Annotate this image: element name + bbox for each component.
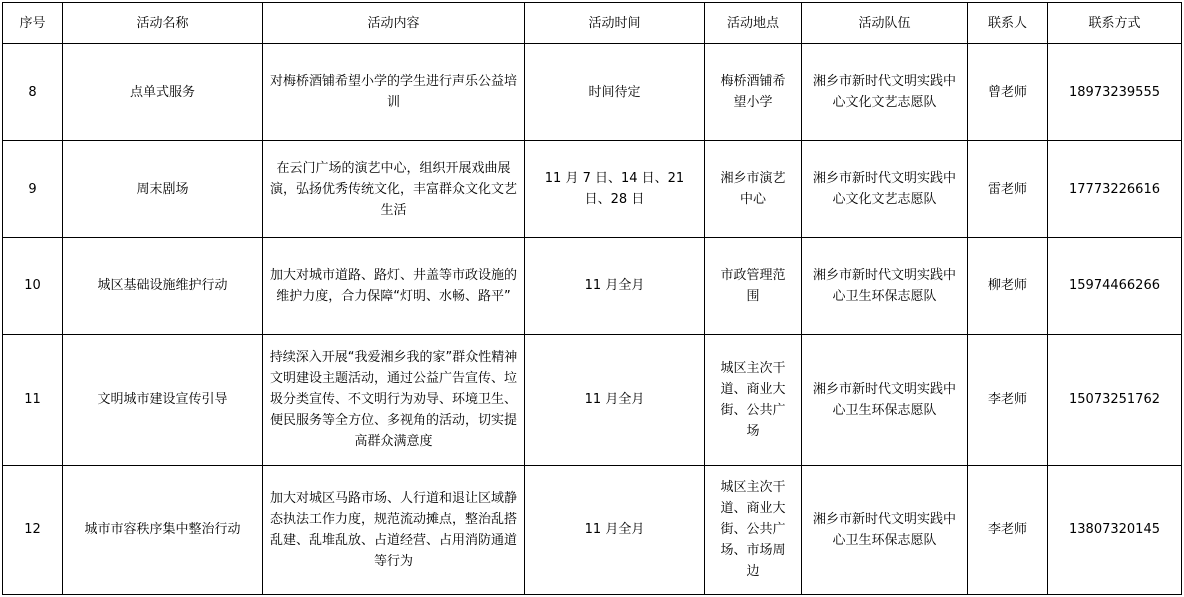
header-row <box>3 3 1182 44</box>
cell-place: 城区主次干道、商业大街、公共广场 <box>705 335 802 465</box>
header-team: 活动队伍 <box>802 3 968 44</box>
activity-table-sheet <box>2 2 1181 595</box>
cell-team: 湘乡市新时代文明实践中心卫生环保志愿队 <box>802 465 968 595</box>
cell-time: 时间待定 <box>525 44 705 141</box>
cell-time: 11 月全月 <box>525 465 705 595</box>
cell-no: 11 <box>3 335 63 465</box>
cell-phone: 15974466266 <box>1048 237 1182 334</box>
cell-content: 持续深入开展“我爱湘乡我的家”群众性精神文明建设主题活动，通过公益广告宣传、垃圾分类宣传、不文明行为劝导、环境卫生、便民服务等全方位、多视角的活动，切实提高群众满意度 <box>263 335 525 465</box>
cell-content: 加大对城市道路、路灯、井盖等市政设施的维护力度，合力保障“灯明、水畅、路平” <box>263 237 525 334</box>
cell-team: 湘乡市新时代文明实践中心文化文艺志愿队 <box>802 44 968 141</box>
cell-name: 周末剧场 <box>63 141 263 237</box>
cell-place: 城区主次干道、商业大街、公共广场、市场周边 <box>705 465 802 595</box>
cell-no: 12 <box>3 465 63 595</box>
cell-content: 对梅桥酒铺希望小学的学生进行声乐公益培训 <box>263 44 525 141</box>
table-row <box>3 335 1182 465</box>
cell-contact: 李老师 <box>968 465 1048 595</box>
cell-content: 在云门广场的演艺中心，组织开展戏曲展演，弘扬优秀传统文化，丰富群众文化文艺生活 <box>263 141 525 237</box>
cell-no: 10 <box>3 237 63 334</box>
header-content: 活动内容 <box>263 3 525 44</box>
table-row <box>3 44 1182 141</box>
header-time: 活动时间 <box>525 3 705 44</box>
cell-name: 文明城市建设宣传引导 <box>63 335 263 465</box>
cell-team: 湘乡市新时代文明实践中心文化文艺志愿队 <box>802 141 968 237</box>
header-no: 序号 <box>3 3 63 44</box>
activity-table <box>2 2 1182 595</box>
header-phone: 联系方式 <box>1048 3 1182 44</box>
cell-phone: 18973239555 <box>1048 44 1182 141</box>
header-name: 活动名称 <box>63 3 263 44</box>
cell-place: 湘乡市演艺中心 <box>705 141 802 237</box>
header-contact: 联系人 <box>968 3 1048 44</box>
cell-no: 8 <box>3 44 63 141</box>
cell-team: 湘乡市新时代文明实践中心卫生环保志愿队 <box>802 237 968 334</box>
cell-phone: 17773226616 <box>1048 141 1182 237</box>
cell-name: 城市市容秩序集中整治行动 <box>63 465 263 595</box>
table-row <box>3 141 1182 237</box>
table-row <box>3 465 1182 595</box>
cell-contact: 柳老师 <box>968 237 1048 334</box>
cell-time: 11 月全月 <box>525 237 705 334</box>
cell-no: 9 <box>3 141 63 237</box>
cell-contact: 曾老师 <box>968 44 1048 141</box>
cell-time: 11 月 7 日、14 日、21 日、28 日 <box>525 141 705 237</box>
cell-contact: 李老师 <box>968 335 1048 465</box>
cell-phone: 15073251762 <box>1048 335 1182 465</box>
cell-phone: 13807320145 <box>1048 465 1182 595</box>
cell-name: 城区基础设施维护行动 <box>63 237 263 334</box>
cell-time: 11 月全月 <box>525 335 705 465</box>
cell-content: 加大对城区马路市场、人行道和退让区域静态执法工作力度，规范流动摊点，整治乱搭乱建、乱堆乱放、占道经营、占用消防通道等行为 <box>263 465 525 595</box>
cell-contact: 雷老师 <box>968 141 1048 237</box>
cell-name: 点单式服务 <box>63 44 263 141</box>
cell-place: 梅桥酒铺希望小学 <box>705 44 802 141</box>
cell-team: 湘乡市新时代文明实践中心卫生环保志愿队 <box>802 335 968 465</box>
cell-place: 市政管理范围 <box>705 237 802 334</box>
header-place: 活动地点 <box>705 3 802 44</box>
table-row <box>3 237 1182 334</box>
